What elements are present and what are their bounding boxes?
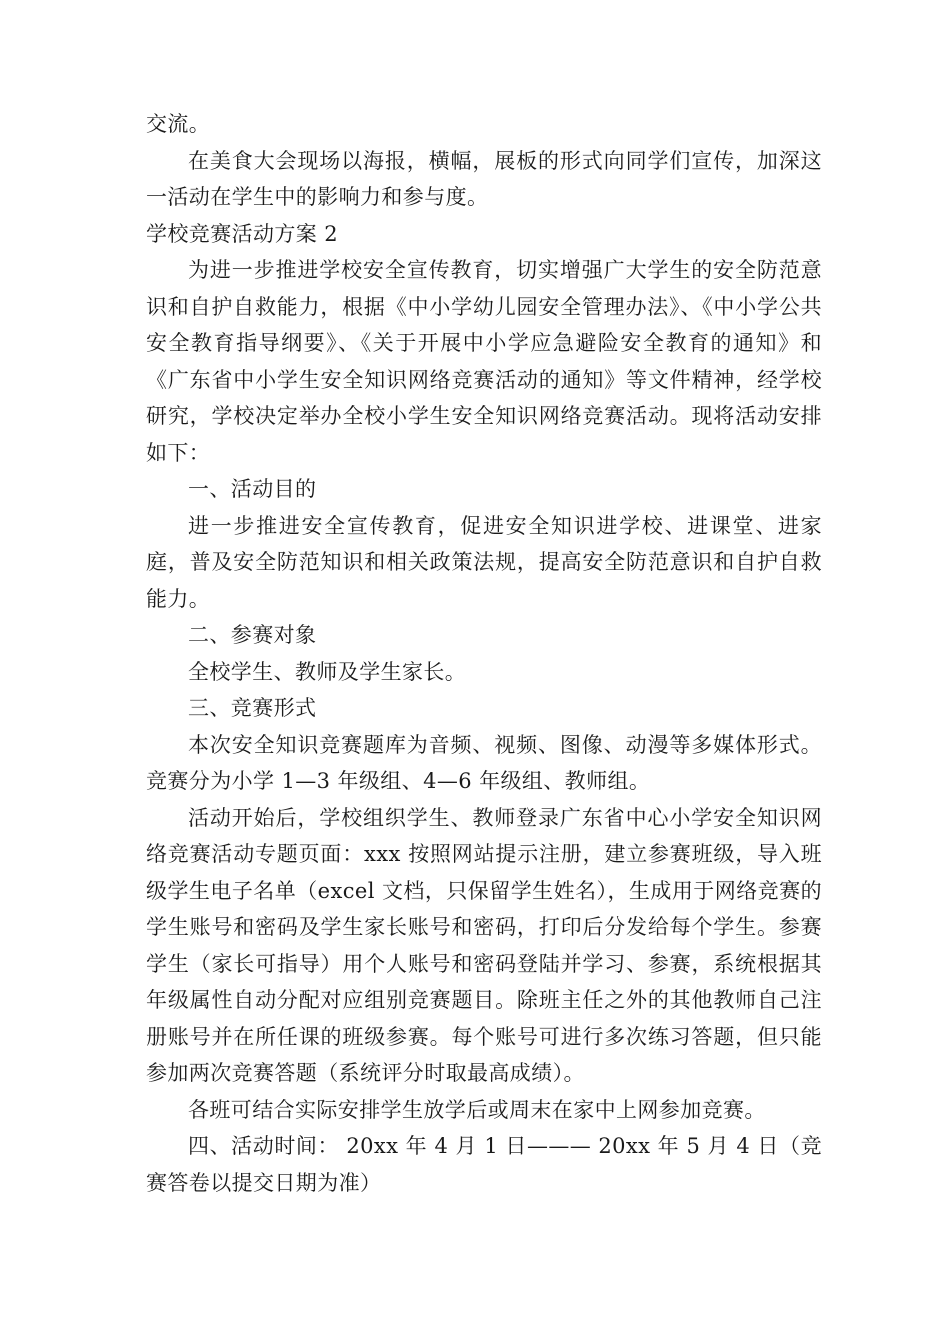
- paragraph-purpose: 进一步推进安全宣传教育，促进安全知识进学校、进课堂、进家庭，普及安全防范知识和相关政策法规，提高安全防范意识和自护自救能力。: [146, 513, 822, 611]
- paragraph-arrangement: 各班可结合实际安排学生放学后或周末在家中上网参加竞赛。: [188, 1097, 766, 1122]
- paragraph-procedure: 活动开始后，学校组织学生、教师登录广东省中心小学安全知识网络竞赛活动专题页面：xxx 按照网站提示注册，建立参赛班级，导入班级学生电子名单（excel 文档，只保留学生姓名），生成用于网络竞赛的学生账号和密码及学生家长账号和密码，打印后分发给每个学生。参赛学生（家长可指导）用个人账号和密码登陆并学习、参赛，系统根据其年级属性自动分配对应组别竞赛题目。除班主任之外的其他教师自己注册账号并在所任课的班级参赛。每个账号可进行多次练习答题，但只能参加两次竞赛答题（系统评分时取最高成绩）。: [146, 805, 822, 1085]
- heading-purpose: 一、活动目的: [188, 477, 317, 501]
- document-body: [146, 106, 822, 1201]
- paragraph-continuation: 交流。: [146, 112, 211, 136]
- paragraph-publicity: 在美食大会现场以海报，横幅，展板的形式向同学们宣传，加深这一活动在学生中的影响力和参与度。: [146, 148, 822, 209]
- paragraph-schedule: 四、活动时间： 20xx 年 4 月 1 日——— 20xx 年 5 月 4 日（竞赛答卷以提交日期为准）: [146, 1134, 822, 1195]
- paragraph-intro: 为进一步推进学校安全宣传教育，切实增强广大学生的安全防范意识和自护自救能力，根据《中小学幼儿园安全管理办法》、《中小学公共安全教育指导纲要》、《关于开展中小学应急避险安全教育的通知》和《广东省中小学生安全知识网络竞赛活动的通知》等文件精神，经学校研究，学校决定举办全校小学生安全知识网络竞赛活动。现将活动安排如下：: [146, 258, 822, 465]
- section-title: 学校竞赛活动方案 2: [146, 221, 339, 246]
- heading-format: 三、竞赛形式: [188, 696, 317, 720]
- heading-participants: 二、参赛对象: [188, 623, 317, 647]
- paragraph-participants: 全校学生、教师及学生家长。: [188, 659, 467, 684]
- paragraph-format: 本次安全知识竞赛题库为音频、视频、图像、动漫等多媒体形式。竞赛分为小学 1—3 年级组、4—6 年级组、教师组。: [146, 732, 822, 793]
